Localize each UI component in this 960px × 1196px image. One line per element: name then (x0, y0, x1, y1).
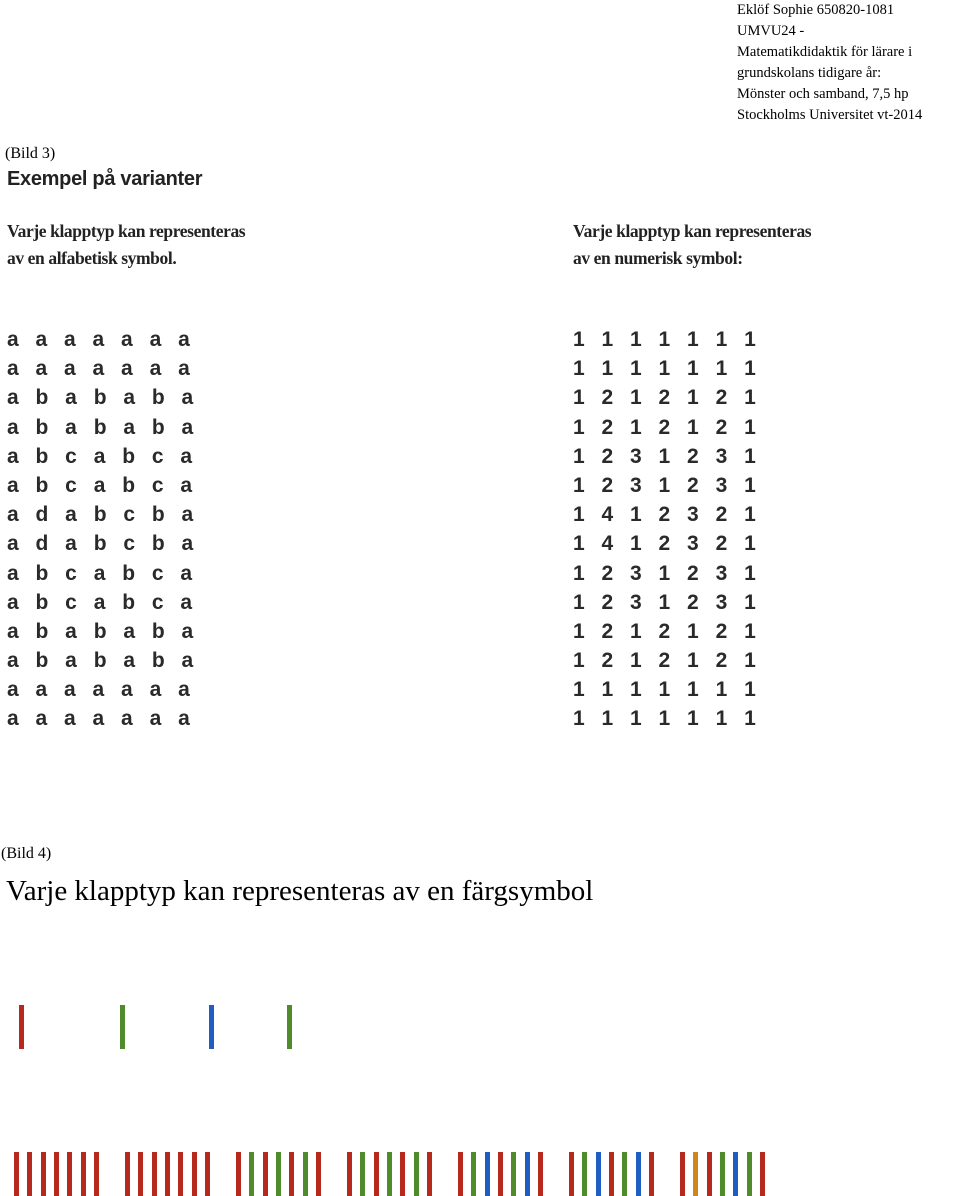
alpha-sequence-row: a b c a b c a (7, 590, 198, 614)
pattern-red-bar (41, 1152, 46, 1196)
legend-green-bar (120, 1005, 125, 1049)
pattern-green-bar (471, 1152, 476, 1196)
bild4-heading: Varje klapptyp kan representeras av en färgsymbol (6, 875, 594, 907)
alpha-sequence-row: a b a b a b a (7, 415, 199, 439)
pattern-red-bar (263, 1152, 268, 1196)
pattern-red-bar (498, 1152, 503, 1196)
numeric-description-line-2: av en numerisk symbol: (573, 248, 743, 268)
pattern-red-bar (138, 1152, 143, 1196)
alpha-sequence-list (7, 325, 199, 734)
university-line: Stockholms Universitet vt-2014 (737, 107, 923, 123)
numeric-sequence-row: 1 2 3 1 2 3 1 (573, 561, 762, 585)
pattern-green-bar (511, 1152, 516, 1196)
pattern-red-bar (192, 1152, 197, 1196)
author-line: Eklöf Sophie 650820-1081 (737, 2, 895, 18)
course-name-line-1: Matematikdidaktik för lärare i (737, 44, 913, 60)
pattern-red-bar (54, 1152, 59, 1196)
numeric-sequence-row: 1 2 3 1 2 3 1 (573, 590, 762, 614)
pattern-green-bar (249, 1152, 254, 1196)
alpha-description-line-2: av en alfabetisk symbol. (7, 248, 177, 268)
pattern-blue-bar (733, 1152, 738, 1196)
pattern-red-bar (427, 1152, 432, 1196)
pattern-red-bar (67, 1152, 72, 1196)
alpha-sequence-row: a b a b a b a (7, 649, 199, 673)
pattern-red-bar (236, 1152, 241, 1196)
pattern-green-bar (582, 1152, 587, 1196)
pattern-red-bar (374, 1152, 379, 1196)
numeric-sequence-row: 1 4 1 2 3 2 1 (573, 532, 762, 556)
document-header (737, 0, 960, 126)
numeric-sequence-list (573, 325, 761, 734)
pattern-blue-bar (525, 1152, 530, 1196)
pattern-green-bar (276, 1152, 281, 1196)
pattern-red-bar (707, 1152, 712, 1196)
numeric-sequence-row: 1 2 1 2 1 2 1 (573, 415, 762, 439)
alpha-sequence-row: a b c a b c a (7, 561, 198, 585)
alpha-sequence-row: a a a a a a a (7, 357, 196, 381)
numeric-sequence-row: 1 1 1 1 1 1 1 (573, 707, 762, 731)
alpha-sequence-row: a b a b a b a (7, 386, 199, 410)
pattern-blue-bar (596, 1152, 601, 1196)
pattern-orange-bar (693, 1152, 698, 1196)
alpha-sequence-row: a d a b c b a (7, 503, 199, 527)
alpha-description-line-1: Varje klapptyp kan representeras (7, 221, 246, 241)
pattern-red-bar (14, 1152, 19, 1196)
pattern-red-bar (165, 1152, 170, 1196)
alpha-sequence-row: a b a b a b a (7, 619, 199, 643)
pattern-red-bar (347, 1152, 352, 1196)
pattern-red-bar (569, 1152, 574, 1196)
pattern-green-bar (622, 1152, 627, 1196)
pattern-green-bar (360, 1152, 365, 1196)
pattern-green-bar (720, 1152, 725, 1196)
numeric-description-line-1: Varje klapptyp kan representeras (573, 221, 812, 241)
pattern-red-bar (649, 1152, 654, 1196)
numeric-sequence-row: 1 1 1 1 1 1 1 (573, 357, 762, 381)
numeric-sequence-row: 1 2 3 1 2 3 1 (573, 444, 762, 468)
alpha-description (7, 218, 245, 272)
pattern-green-bar (303, 1152, 308, 1196)
pattern-red-bar (760, 1152, 765, 1196)
pattern-red-bar (81, 1152, 86, 1196)
alpha-sequence-row: a b c a b c a (7, 473, 198, 497)
pattern-blue-bar (636, 1152, 641, 1196)
pattern-green-bar (747, 1152, 752, 1196)
numeric-sequence-row: 1 2 1 2 1 2 1 (573, 386, 762, 410)
pattern-red-bar (316, 1152, 321, 1196)
pattern-red-bar (205, 1152, 210, 1196)
pattern-green-bar (387, 1152, 392, 1196)
numeric-description (573, 218, 811, 272)
pattern-red-bar (609, 1152, 614, 1196)
alpha-sequence-row: a d a b c b a (7, 532, 199, 556)
pattern-green-bar (414, 1152, 419, 1196)
pattern-red-bar (178, 1152, 183, 1196)
bild3-title: Exempel på varianter (7, 168, 203, 190)
pattern-red-bar (289, 1152, 294, 1196)
pattern-red-bar (152, 1152, 157, 1196)
numeric-sequence-row: 1 1 1 1 1 1 1 (573, 678, 762, 702)
numeric-sequence-row: 1 1 1 1 1 1 1 (573, 328, 762, 351)
alpha-sequence-row: a b c a b c a (7, 444, 198, 468)
course-code-line: UMVU24 - (737, 23, 805, 39)
course-name-line-3: Mönster och samband, 7,5 hp (737, 86, 909, 102)
pattern-red-bar (538, 1152, 543, 1196)
alpha-sequence-row: a a a a a a a (7, 707, 196, 731)
alpha-sequence-row: a a a a a a a (7, 328, 196, 351)
pattern-red-bar (125, 1152, 130, 1196)
bild3-caption: (Bild 3) (5, 145, 56, 162)
pattern-red-bar (680, 1152, 685, 1196)
numeric-sequence-row: 1 2 1 2 1 2 1 (573, 619, 762, 643)
pattern-blue-bar (485, 1152, 490, 1196)
course-name-line-2: grundskolans tidigare år: (737, 65, 882, 81)
numeric-sequence-row: 1 2 3 1 2 3 1 (573, 473, 762, 497)
pattern-red-bar (94, 1152, 99, 1196)
pattern-red-bar (458, 1152, 463, 1196)
numeric-sequence-row: 1 4 1 2 3 2 1 (573, 503, 762, 527)
legend-blue-bar (209, 1005, 214, 1049)
bild4-caption: (Bild 4) (1, 845, 52, 862)
alpha-sequence-row: a a a a a a a (7, 678, 196, 702)
legend-green-bar (287, 1005, 292, 1049)
pattern-red-bar (400, 1152, 405, 1196)
numeric-sequence-row: 1 2 1 2 1 2 1 (573, 649, 762, 673)
legend-red-bar (19, 1005, 24, 1049)
pattern-red-bar (27, 1152, 32, 1196)
